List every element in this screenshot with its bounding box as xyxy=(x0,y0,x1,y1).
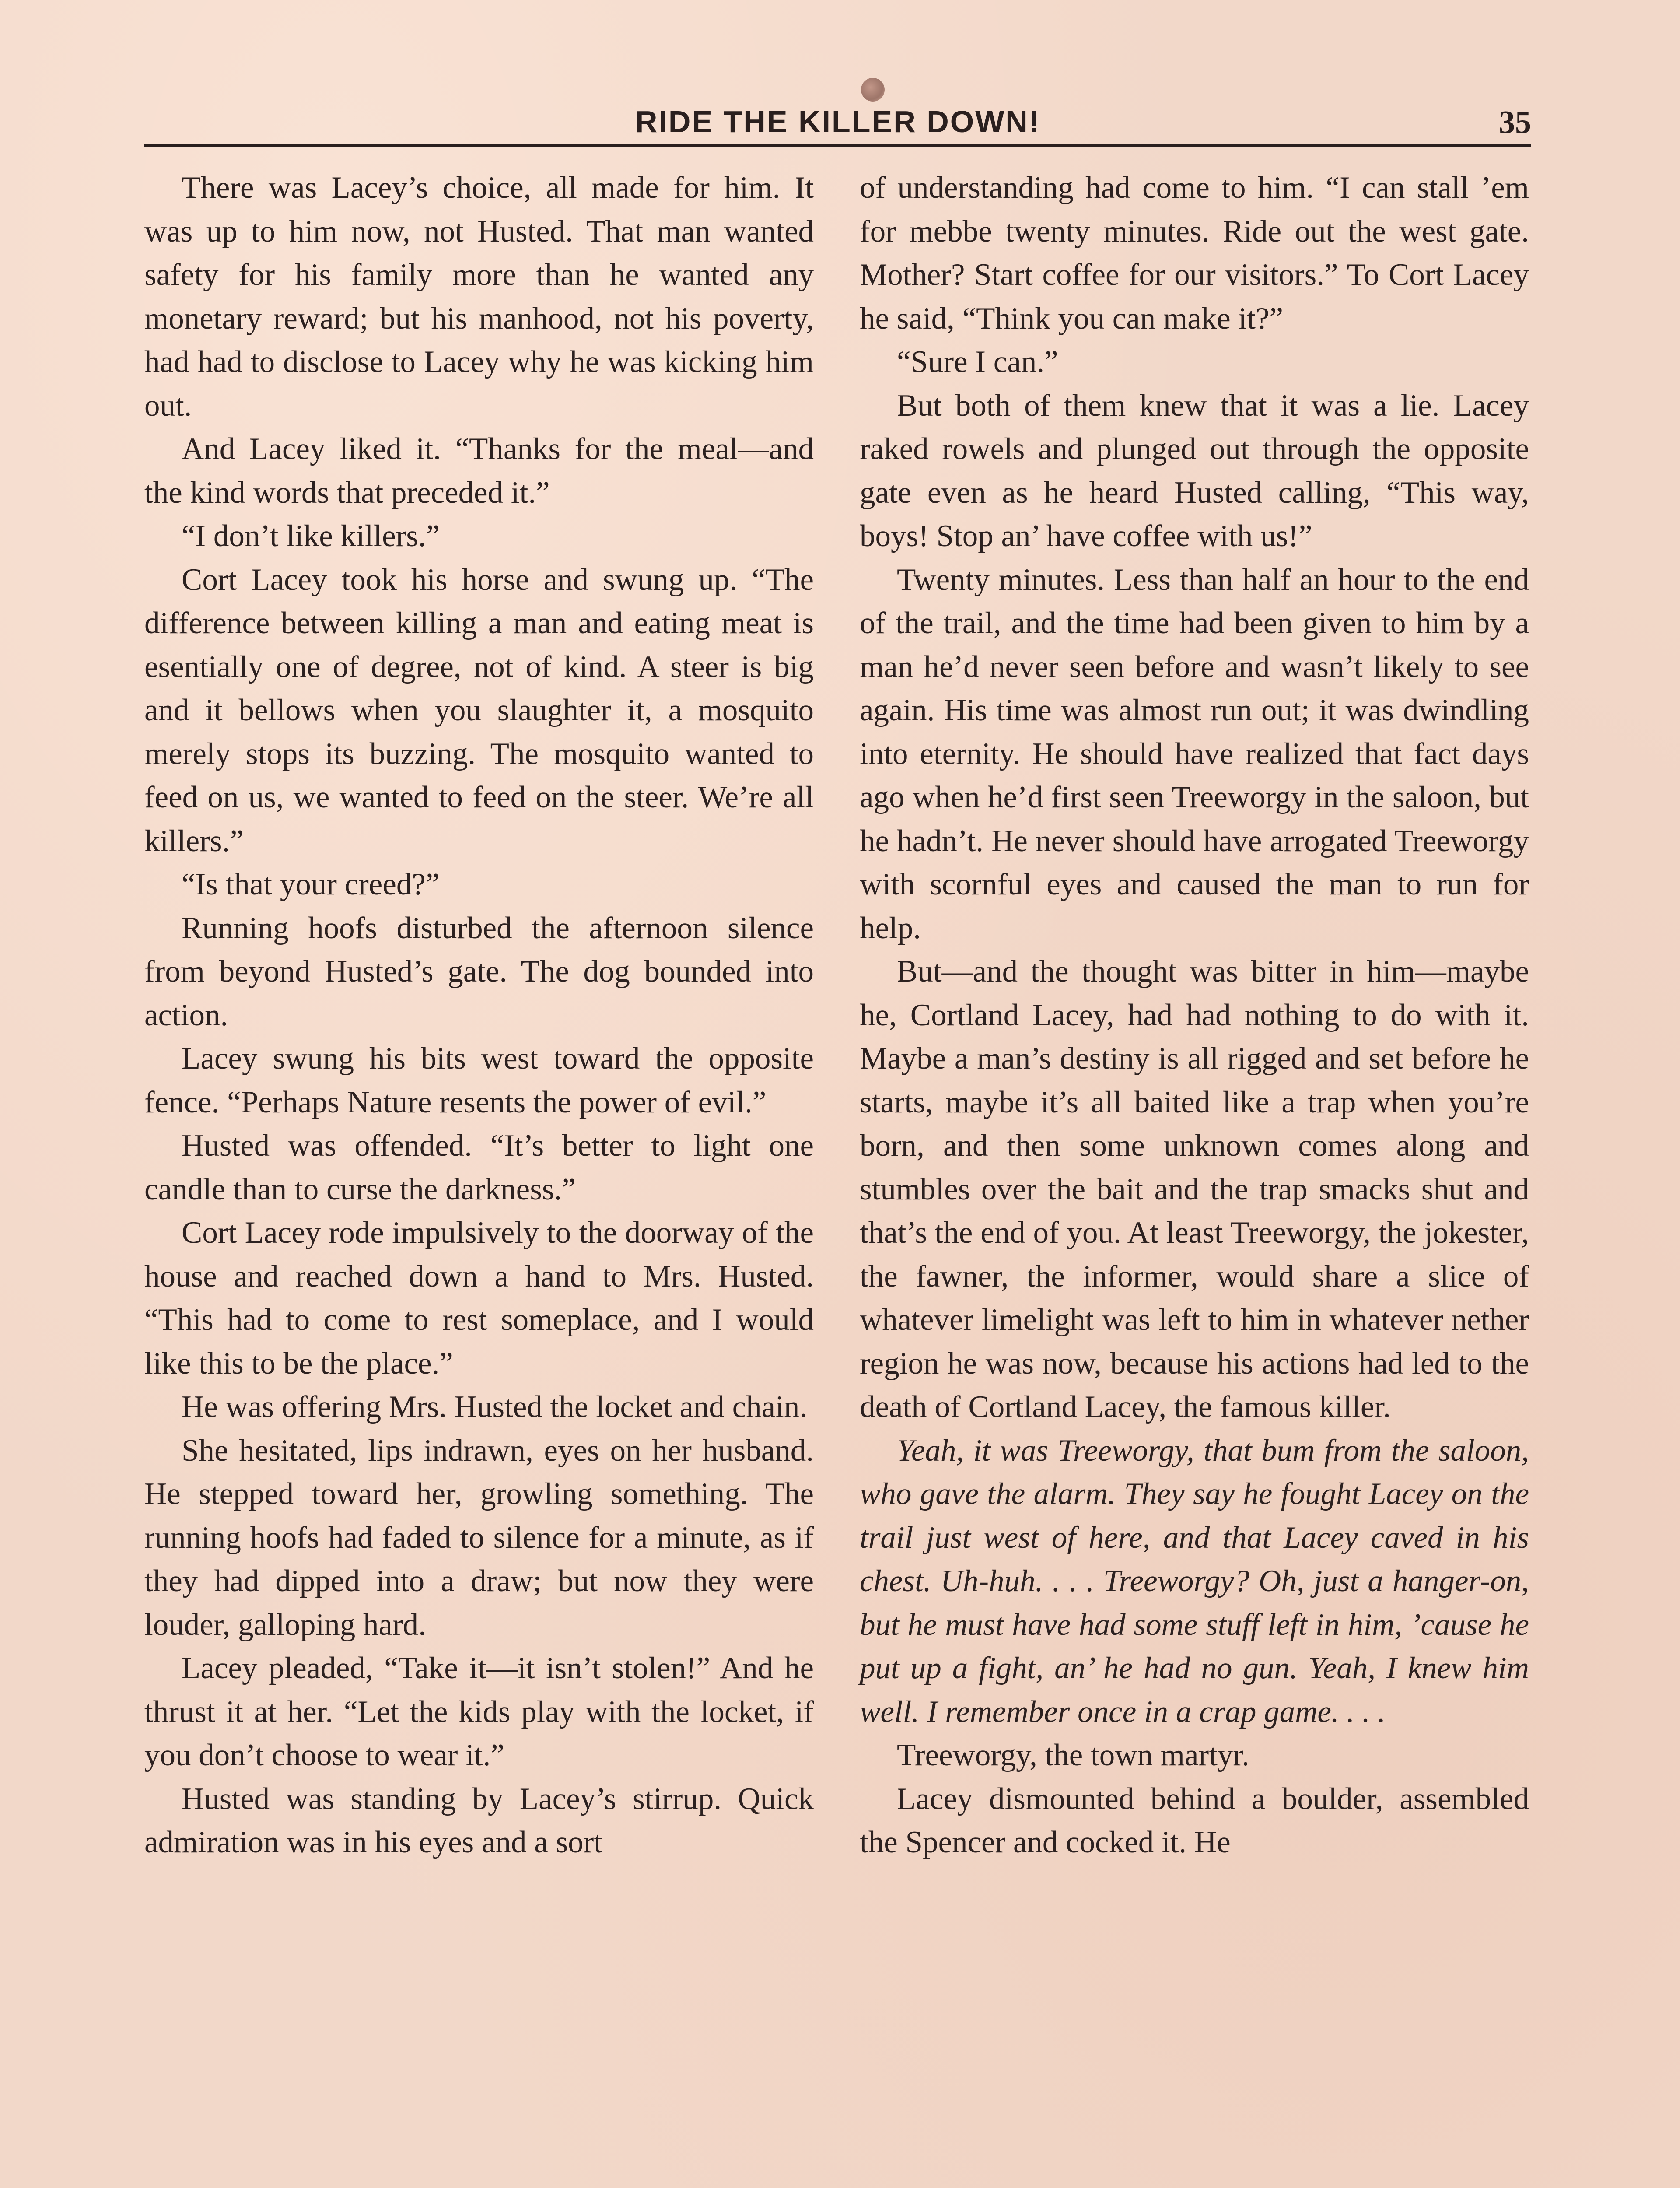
paragraph: “I don’t like killers.” xyxy=(182,519,440,553)
paragraph: But both of them knew that it was a lie. Lacey raked rowels and plunged out through the opposite gate even as he heard Husted calling, “This way, boys! Stop an’ have coffee with us!” xyxy=(860,388,1529,553)
left-text-column xyxy=(144,166,814,1865)
paragraph: Cort Lacey took his horse and swung up. “The difference between killing a man and eating meat is esentially one of degree, not of kind. A steer is big and it bellows when you slaughter it, a mosquito merely stops its buzzing. The mosquito wanted to feed on us, we wanted to feed on the steer. We’re all killers.” xyxy=(144,562,814,858)
paragraph: There was Lacey’s choice, all made for him. It was up to him now, not Husted. That man wanted safety for his family more than he wanted any monetary reward; but his manhood, not his poverty, had had to disclose to Lacey why he was kicking him out. xyxy=(144,171,814,423)
paragraph: Twenty minutes. Less than half an hour to the end of the trail, and the time had been given to him by a man he’d never seen before and wasn’t likely to see again. His time was almost run out; it was dwindling into eternity. He should have realized that fact days ago when he’d first seen Treeworgy in the saloon, but he hadn’t. He never should have arrogated Treeworgy with scornful eyes and caused the man to run for help. xyxy=(860,562,1529,945)
paragraph: Lacey dismounted behind a boulder, assembled the Spencer and cocked it. He xyxy=(860,1781,1529,1859)
page-header xyxy=(144,96,1531,147)
paragraph: And Lacey liked it. “Thanks for the meal—and the kind words that preceded it.” xyxy=(144,432,814,510)
paragraph: Treeworgy, the town martyr. xyxy=(897,1738,1250,1772)
paragraph: “Sure I can.” xyxy=(897,345,1058,379)
paragraph: Lacey pleaded, “Take it—it isn’t stolen!” And he thrust it at her. “Let the kids play with the locket, if you don’t choose to wear it.” xyxy=(144,1651,814,1772)
paragraph: He was offering Mrs. Husted the locket and chain. xyxy=(182,1390,808,1424)
paragraph: Running hoofs disturbed the afternoon silence from beyond Husted’s gate. The dog bounded into action. xyxy=(144,911,814,1032)
paragraph: Husted was standing by Lacey’s stirrup. Quick admiration was in his eyes and a sort xyxy=(144,1781,814,1859)
paragraph: Lacey swung his bits west toward the opposite fence. “Perhaps Nature resents the power of evil.” xyxy=(144,1041,814,1119)
paragraph: Cort Lacey rode impulsively to the doorway of the house and reached down a hand to Mrs. Husted. “This had to come to rest someplace, and I would like this to be the place.” xyxy=(144,1216,814,1381)
paragraph: “Is that your creed?” xyxy=(182,867,440,901)
page-number: 35 xyxy=(1499,105,1531,140)
running-title: RIDE THE KILLER DOWN! xyxy=(635,105,1041,139)
paragraph: of understanding had come to him. “I can stall ’em for mebbe twenty minutes. Ride out the west gate. Mother? Start coffee for our visitors.” To Cort Lacey he said, “Think you can make it?” xyxy=(860,171,1529,336)
paragraph: Husted was offended. “It’s better to light one candle than to curse the darkness.” xyxy=(144,1129,814,1206)
paragraph: She hesitated, lips indrawn, eyes on her husband. He stepped toward her, growling something. The running hoofs had faded to silence for a minute, as if they had dipped into a draw; but now they were louder, galloping hard. xyxy=(144,1433,814,1642)
paragraph: Yeah, it was Treeworgy, that bum from the saloon, who gave the alarm. They say he fought Lacey on the trail just west of here, and that Lacey caved in his chest. Uh-huh. . . . Treeworgy? Oh, just a hanger-on, but he must have had some stuff left in him, ’cause he put up a fight, an’ he had no gun. Yeah, I knew him well. I remember once in a crap game. . . . xyxy=(860,1433,1529,1729)
paragraph: But—and the thought was bitter in him—maybe he, Cortland Lacey, had had nothing to do with it. Maybe a man’s destiny is all rigged and set before he starts, maybe it’s all baited like a trap when you’re born, and then some unknown comes along and stumbles over the bait and the trap smacks shut and that’s the end of you. At least Treeworgy, the jokester, the fawner, the informer, would share a slice of whatever limelight was left to him in whatever nether region he was now, because his actions had led to the death of Cortland Lacey, the famous killer. xyxy=(860,954,1529,1424)
right-text-column xyxy=(860,166,1529,1865)
